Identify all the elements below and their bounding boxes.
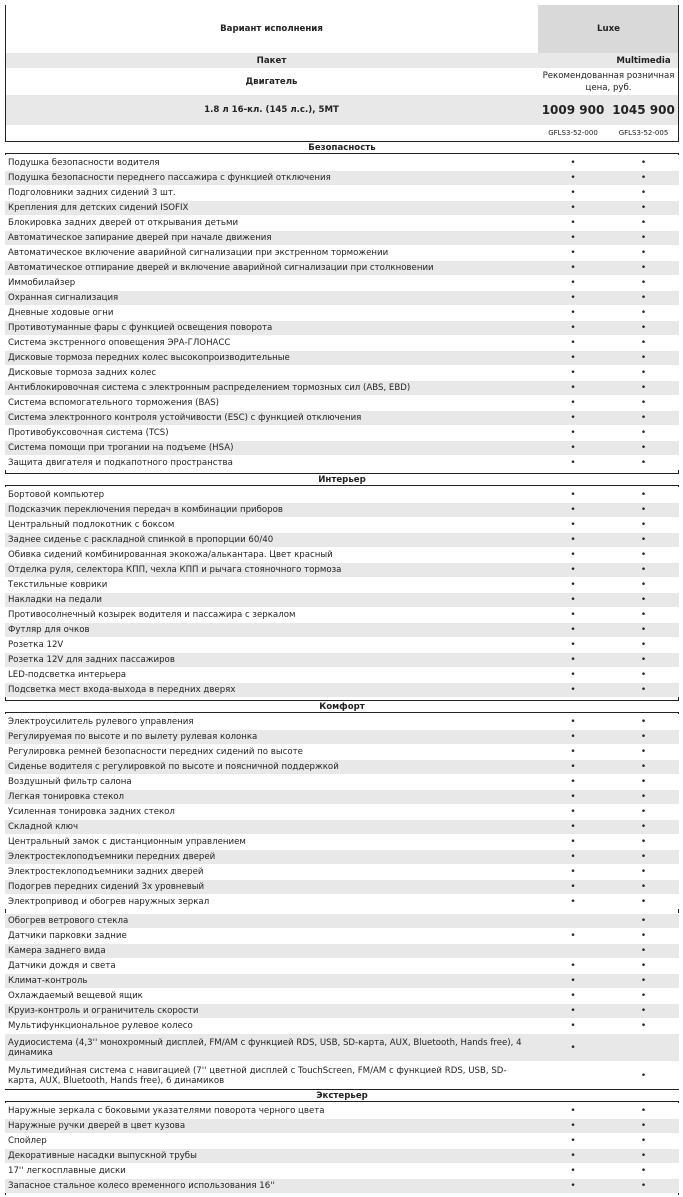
feature-label: Автоматическое отпирание дверей и включение аварийной сигнализации при столкновении xyxy=(8,263,434,273)
multimedia-availability: • xyxy=(640,931,647,941)
multimedia-availability: • xyxy=(640,173,647,183)
luxe-availability: • xyxy=(570,458,576,468)
code-empty xyxy=(5,125,538,140)
table-row xyxy=(5,562,679,577)
engine-label: Двигатель xyxy=(245,76,298,87)
multimedia-availability: • xyxy=(640,1136,647,1146)
multimedia-availability: • xyxy=(640,580,647,590)
multimedia-availability: • xyxy=(640,383,647,393)
feature-label: Иммобилайзер xyxy=(8,278,76,288)
multimedia-availability: • xyxy=(640,1106,647,1116)
luxe-availability: • xyxy=(570,203,576,213)
luxe-availability: • xyxy=(570,413,576,423)
multimedia-availability: • xyxy=(640,976,647,986)
multimedia-availability: • xyxy=(640,458,647,468)
multimedia-availability: • xyxy=(640,535,647,545)
luxe-availability: • xyxy=(570,520,576,530)
table-row xyxy=(5,1103,679,1118)
table-row xyxy=(5,290,679,305)
luxe-availability: • xyxy=(570,188,576,198)
table-row xyxy=(5,744,679,759)
feature-label: Подушка безопасности водителя xyxy=(8,158,160,168)
multimedia-availability: • xyxy=(640,670,647,680)
luxe-availability: • xyxy=(570,368,576,378)
table-row xyxy=(5,958,679,973)
luxe-availability: • xyxy=(570,278,576,288)
table-row xyxy=(5,275,679,290)
luxe-availability: • xyxy=(570,991,576,1001)
multimedia-availability: • xyxy=(640,1181,647,1191)
luxe-availability: • xyxy=(570,218,576,228)
luxe-availability: • xyxy=(570,565,576,575)
luxe-availability: • xyxy=(570,1121,576,1131)
table-row xyxy=(5,607,679,622)
table-row xyxy=(5,365,679,380)
multimedia-availability: • xyxy=(640,717,647,727)
table-row xyxy=(5,577,679,592)
multimedia-availability: • xyxy=(640,158,647,168)
multimedia-availability: • xyxy=(640,413,647,423)
luxe-availability xyxy=(538,1062,608,1089)
multimedia-availability: • xyxy=(640,916,647,926)
table-row xyxy=(5,532,679,547)
code-row xyxy=(5,125,679,140)
table-row xyxy=(5,592,679,607)
table-row xyxy=(5,1163,679,1178)
feature-label: Текстильные коврики xyxy=(8,580,108,590)
multimedia-availability: • xyxy=(640,732,647,742)
table-row xyxy=(5,804,679,819)
table-row xyxy=(5,1133,679,1148)
luxe-availability: • xyxy=(570,173,576,183)
luxe-availability: • xyxy=(570,158,576,168)
section-header: Интерьер xyxy=(5,473,679,486)
feature-label: Противобуксовочная система (TCS) xyxy=(8,428,169,438)
luxe-availability: • xyxy=(570,1006,576,1016)
multimedia-availability: • xyxy=(640,443,647,453)
table-row xyxy=(5,1003,679,1018)
price-label: Рекомендованная розничная цена, руб. xyxy=(542,70,675,93)
price-1: 1009 900 xyxy=(538,95,608,125)
luxe-availability: • xyxy=(570,535,576,545)
feature-label: Круиз-контроль и ограничитель скорости xyxy=(8,1006,199,1016)
package-empty xyxy=(538,53,608,68)
multimedia-availability: • xyxy=(640,323,647,333)
feature-label: Подсветка мест входа-выхода в передних дверях xyxy=(8,685,236,695)
feature-label: Электростеклоподъемники передних дверей xyxy=(8,852,216,862)
luxe-availability: • xyxy=(570,248,576,258)
table-row xyxy=(5,260,679,275)
luxe-availability: • xyxy=(570,1136,576,1146)
feature-label: Система электронного контроля устойчивости (ESC) с функцией отключения xyxy=(8,413,362,423)
table-row xyxy=(5,1018,679,1033)
feature-label: Сиденье водителя с регулировкой по высоте и поясничной поддержкой xyxy=(8,762,339,772)
feature-label: Аудиосистема (4,3'' монохромный дисплей, FM/AM с функцией RDS, USB, SD-карта, AUX, Bluetooth, Hands free), 4 динамика xyxy=(8,1037,522,1058)
multimedia-availability: • xyxy=(640,188,647,198)
table-row xyxy=(5,200,679,215)
multimedia-availability: • xyxy=(640,946,647,956)
multimedia-availability xyxy=(608,1034,679,1061)
feature-label: Дневные ходовые огни xyxy=(8,308,114,318)
feature-label: Накладки на педали xyxy=(8,595,102,605)
feature-label: Декоративные насадки выпускной трубы xyxy=(8,1151,197,1161)
feature-label: Электростеклоподъемники задних дверей xyxy=(8,867,204,877)
luxe-availability: • xyxy=(570,807,576,817)
luxe-availability: • xyxy=(570,961,576,971)
table-row xyxy=(5,155,679,170)
feature-label: Защита двигателя и подкапотного пространства xyxy=(8,458,233,468)
feature-label: Центральный подлокотник с боксом xyxy=(8,520,175,530)
feature-label: Датчики дождя и света xyxy=(8,961,116,971)
luxe-availability: • xyxy=(570,852,576,862)
multimedia-availability: • xyxy=(640,505,647,515)
luxe-availability: • xyxy=(570,323,576,333)
table-row xyxy=(5,849,679,864)
table-row xyxy=(5,245,679,260)
feature-label: Крепления для детских сидений ISOFIX xyxy=(8,203,189,213)
table-row xyxy=(5,1178,679,1193)
multimedia-availability: • xyxy=(640,1121,647,1131)
multimedia-availability: • xyxy=(640,233,647,243)
table-row xyxy=(5,652,679,667)
feature-label: Центральный замок с дистанционным управлением xyxy=(8,837,246,847)
luxe-availability: • xyxy=(570,595,576,605)
table-row xyxy=(5,928,679,943)
table-row xyxy=(5,789,679,804)
feature-label: Антиблокировочная система с электронным распределением тормозных сил (ABS, EBD) xyxy=(8,383,411,393)
price-row xyxy=(5,95,679,125)
table-row xyxy=(5,1118,679,1133)
multimedia-availability: • xyxy=(640,520,647,530)
table-row xyxy=(5,682,679,697)
table-row xyxy=(5,350,679,365)
luxe-availability: • xyxy=(570,762,576,772)
multimedia-availability: • xyxy=(640,293,647,303)
table-row xyxy=(5,230,679,245)
luxe-availability: • xyxy=(570,625,576,635)
feature-label: Легкая тонировка стекол xyxy=(8,792,125,802)
luxe-availability: • xyxy=(570,610,576,620)
multimedia-availability: • xyxy=(640,428,647,438)
feature-label: Камера заднего вида xyxy=(8,946,106,956)
feature-label: Спойлер xyxy=(8,1136,47,1146)
multimedia-availability: • xyxy=(640,625,647,635)
table-row xyxy=(5,1061,679,1089)
multimedia-availability: • xyxy=(640,565,647,575)
multimedia-availability: • xyxy=(640,640,647,650)
multimedia-availability: • xyxy=(640,837,647,847)
table-row xyxy=(5,943,679,958)
feature-label: Воздушный фильтр салона xyxy=(8,777,132,787)
multimedia-availability: • xyxy=(640,961,647,971)
multimedia-availability: • xyxy=(640,218,647,228)
code-2: GFLS3-52-005 xyxy=(618,128,669,137)
multimedia-availability: • xyxy=(640,792,647,802)
multimedia-availability: • xyxy=(640,398,647,408)
table-row xyxy=(5,440,679,455)
multimedia-availability: • xyxy=(640,991,647,1001)
luxe-availability: • xyxy=(570,1021,576,1031)
feature-label: Система помощи при трогании на подъеме (HSA) xyxy=(8,443,234,453)
feature-label: Розетка 12V xyxy=(8,640,64,650)
table-row xyxy=(5,455,679,470)
table-row xyxy=(5,185,679,200)
multimedia-availability: • xyxy=(640,777,647,787)
table-row xyxy=(5,667,679,682)
multimedia-availability: • xyxy=(640,897,647,907)
feature-label: Охлаждаемый вещевой ящик xyxy=(8,991,143,1001)
feature-label: Отделка руля, селектора КПП, чехла КПП и рычага стояночного тормоза xyxy=(8,565,342,575)
luxe-availability: • xyxy=(570,867,576,877)
table-row xyxy=(5,305,679,320)
multimedia-availability: • xyxy=(640,882,647,892)
feature-label: Регулируемая по высоте и по вылету рулевая колонка xyxy=(8,732,258,742)
multimedia-availability: • xyxy=(640,338,647,348)
engine-value: 1.8 л 16-кл. (145 л.с.), 5МТ xyxy=(5,95,538,125)
feature-label: Мультимедийная система с навигацией (7'' цветной дисплей с TouchScreen, FM/AM с функцией RDS, USB, SD-карта, AUX, Bluetooth, Hands free), 6 динамиков xyxy=(8,1065,507,1086)
luxe-availability: • xyxy=(570,792,576,802)
table-row xyxy=(5,395,679,410)
luxe-availability: • xyxy=(570,685,576,695)
table-row xyxy=(5,380,679,395)
luxe-availability: • xyxy=(570,747,576,757)
feature-label: Наружные ручки дверей в цвет кузова xyxy=(8,1121,186,1131)
multimedia-availability: • xyxy=(640,822,647,832)
luxe-availability: • xyxy=(570,490,576,500)
feature-label: Заднее сиденье с раскладной спинкой в пропорции 60/40 xyxy=(8,535,274,545)
table-row xyxy=(5,988,679,1003)
feature-label: Футляр для очков xyxy=(8,625,90,635)
code-1: GFLS3-52-000 xyxy=(548,128,598,137)
section-header: Комфорт xyxy=(5,700,679,713)
table-row xyxy=(5,170,679,185)
luxe-availability: • xyxy=(570,777,576,787)
feature-label: Электроусилитель рулевого управления xyxy=(8,717,194,727)
luxe-availability: • xyxy=(570,897,576,907)
luxe-availability xyxy=(538,944,608,958)
feature-label: Дисковые тормоза передних колес высокопроизводительные xyxy=(8,353,290,363)
multimedia-availability: • xyxy=(640,1166,647,1176)
luxe-availability: • xyxy=(570,308,576,318)
multimedia-availability: • xyxy=(640,610,647,620)
multimedia-availability: • xyxy=(640,762,647,772)
table-row xyxy=(5,335,679,350)
feature-label: Обивка сидений комбинированная экокожа/алькантара. Цвет красный xyxy=(8,550,333,560)
feature-label: 17'' легкосплавные диски xyxy=(8,1166,126,1176)
luxe-availability: • xyxy=(570,1042,576,1053)
luxe-availability: • xyxy=(570,1151,576,1161)
multimedia-availability: • xyxy=(640,852,647,862)
feature-label: Дисковые тормоза задних колес xyxy=(8,368,157,378)
feature-label: Противотуманные фары с функцией освещения поворота xyxy=(8,323,273,333)
luxe-availability: • xyxy=(570,670,576,680)
table-row xyxy=(5,547,679,562)
table-row xyxy=(5,425,679,440)
feature-label: Подсказчик переключения передач в комбинации приборов xyxy=(8,505,283,515)
feature-label: Датчики парковки задние xyxy=(8,931,127,941)
variant-value: Luxe xyxy=(538,5,679,53)
luxe-availability: • xyxy=(570,398,576,408)
feature-label: Система экстренного оповещения ЭРА-ГЛОНАСС xyxy=(8,338,231,348)
feature-label: Климат-контроль xyxy=(8,976,88,986)
feature-label: Охранная сигнализация xyxy=(8,293,119,303)
luxe-availability: • xyxy=(570,428,576,438)
luxe-availability: • xyxy=(570,233,576,243)
table-row xyxy=(5,320,679,335)
luxe-availability: • xyxy=(570,443,576,453)
feature-label: Подогрев передних сидений 3х уровневый xyxy=(8,882,205,892)
table-row xyxy=(5,714,679,729)
luxe-availability: • xyxy=(570,263,576,273)
table-row xyxy=(5,879,679,894)
feature-label: Обогрев ветрового стекла xyxy=(8,916,129,926)
feature-label: Запасное стальное колесо временного использования 16'' xyxy=(8,1181,275,1191)
table-row xyxy=(5,487,679,502)
multimedia-availability: • xyxy=(640,490,647,500)
feature-label: Блокировка задних дверей от открывания детьми xyxy=(8,218,239,228)
price-2: 1045 900 xyxy=(608,95,679,125)
table-row xyxy=(5,622,679,637)
package-label: Пакет xyxy=(5,53,538,68)
table-row xyxy=(5,774,679,789)
luxe-availability: • xyxy=(570,580,576,590)
table-row xyxy=(5,913,679,928)
feature-label: Складной ключ xyxy=(8,822,79,832)
luxe-availability: • xyxy=(570,505,576,515)
table-row xyxy=(5,759,679,774)
luxe-availability: • xyxy=(570,717,576,727)
package-value: Multimedia xyxy=(608,53,679,68)
multimedia-availability: • xyxy=(640,1021,647,1031)
multimedia-availability: • xyxy=(640,685,647,695)
luxe-availability: • xyxy=(570,822,576,832)
table-row xyxy=(5,1033,679,1061)
feature-label: Розетка 12V для задних пассажиров xyxy=(8,655,175,665)
feature-label: Автоматическое включение аварийной сигнализации при экстренном торможении xyxy=(8,248,389,258)
multimedia-availability: • xyxy=(640,550,647,560)
feature-label: Наружные зеркала с боковыми указателями поворота черного цвета xyxy=(8,1106,325,1116)
multimedia-availability: • xyxy=(640,867,647,877)
multimedia-availability: • xyxy=(640,353,647,363)
luxe-availability: • xyxy=(570,655,576,665)
table-row xyxy=(5,894,679,909)
feature-label: Система вспомогательного торможения (BAS) xyxy=(8,398,220,408)
multimedia-availability: • xyxy=(640,807,647,817)
multimedia-availability: • xyxy=(640,1006,647,1016)
luxe-availability: • xyxy=(570,976,576,986)
feature-label: Подголовники задних сидений 3 шт. xyxy=(8,188,176,198)
table-row xyxy=(5,864,679,879)
table-row xyxy=(5,215,679,230)
luxe-availability: • xyxy=(570,550,576,560)
engine-row xyxy=(5,68,679,95)
package-row xyxy=(5,53,679,68)
luxe-availability: • xyxy=(570,837,576,847)
multimedia-availability: • xyxy=(640,308,647,318)
multimedia-availability: • xyxy=(640,747,647,757)
table-row xyxy=(5,819,679,834)
multimedia-availability: • xyxy=(640,263,647,273)
table-row xyxy=(5,729,679,744)
multimedia-availability: • xyxy=(640,203,647,213)
luxe-availability: • xyxy=(570,732,576,742)
table-row xyxy=(5,517,679,532)
multimedia-availability: • xyxy=(640,595,647,605)
multimedia-availability: • xyxy=(640,655,647,665)
multimedia-availability: • xyxy=(640,1070,647,1081)
feature-label: Регулировка ремней безопасности передних сидений по высоте xyxy=(8,747,303,757)
luxe-availability: • xyxy=(570,1166,576,1176)
feature-label: LED-подсветка интерьера xyxy=(8,670,127,680)
multimedia-availability: • xyxy=(640,248,647,258)
variant-label: Вариант исполнения xyxy=(220,24,323,34)
section-header: Экстерьер xyxy=(5,1089,679,1102)
luxe-availability: • xyxy=(570,383,576,393)
feature-label: Электропривод и обогрев наружных зеркал xyxy=(8,897,210,907)
luxe-availability: • xyxy=(570,640,576,650)
feature-label: Усиленная тонировка задних стекол xyxy=(8,807,175,817)
luxe-availability: • xyxy=(570,882,576,892)
multimedia-availability: • xyxy=(640,278,647,288)
luxe-availability: • xyxy=(570,293,576,303)
section-header: Безопасность xyxy=(5,141,679,154)
table-row xyxy=(5,410,679,425)
luxe-availability: • xyxy=(570,1181,576,1191)
feature-label: Подушка безопасности переднего пассажира с функцией отключения xyxy=(8,173,331,183)
multimedia-availability: • xyxy=(640,1151,647,1161)
feature-label: Противосолнечный козырек водителя и пассажира с зеркалом xyxy=(8,610,296,620)
feature-label: Бортовой компьютер xyxy=(8,490,105,500)
luxe-availability xyxy=(538,914,608,928)
luxe-availability: • xyxy=(570,931,576,941)
luxe-availability: • xyxy=(570,1106,576,1116)
table-row xyxy=(5,834,679,849)
multimedia-availability: • xyxy=(640,368,647,378)
luxe-availability: • xyxy=(570,338,576,348)
table-row xyxy=(5,973,679,988)
table-row xyxy=(5,502,679,517)
variant-row xyxy=(5,5,679,53)
feature-label: Мультифункциональное рулевое колесо xyxy=(8,1021,193,1031)
feature-label: Автоматическое запирание дверей при начале движения xyxy=(8,233,272,243)
luxe-availability: • xyxy=(570,353,576,363)
table-row xyxy=(5,1148,679,1163)
table-row xyxy=(5,637,679,652)
